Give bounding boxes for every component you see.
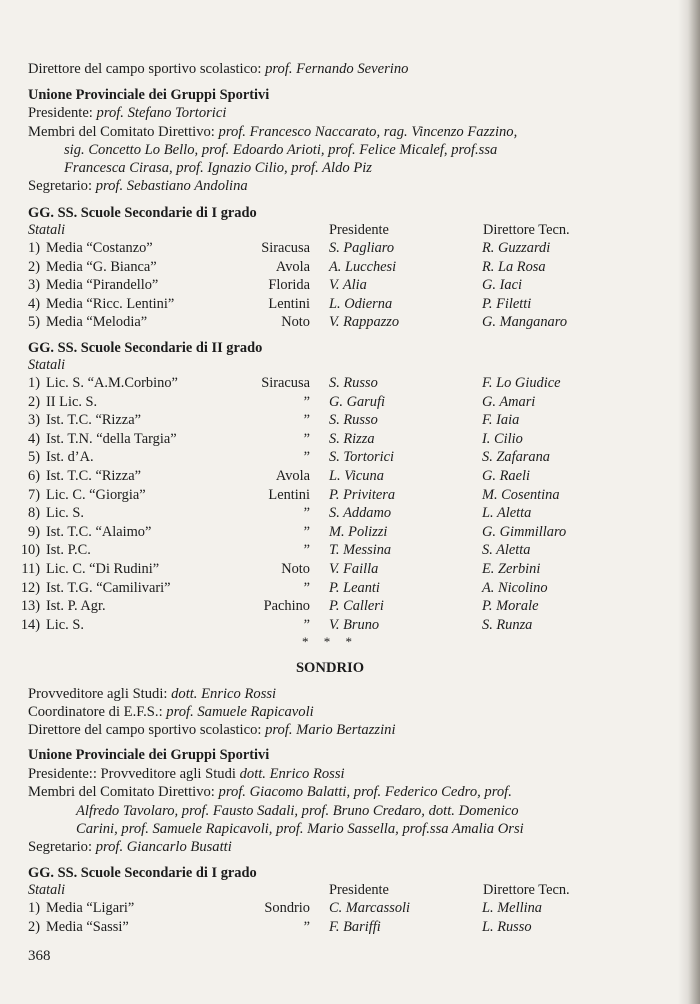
name: dott. Enrico Rossi xyxy=(171,686,277,702)
town: Noto xyxy=(281,561,310,577)
row-number: 4) xyxy=(28,430,40,447)
direttore: G. Iaci xyxy=(482,277,522,294)
town: Siracusa xyxy=(261,240,310,256)
school-name: Media “G. Bianca” xyxy=(46,258,157,275)
table2-statali: Statali xyxy=(28,357,66,373)
presidente: V. Failla xyxy=(329,561,379,577)
school-name: Ist. T.C. “Alaimo” xyxy=(46,523,152,540)
page-number: 368 xyxy=(28,948,51,964)
name: prof. Fernando Severino xyxy=(265,61,409,77)
direttore: P. Morale xyxy=(482,598,539,615)
row-number: 9) xyxy=(28,523,40,540)
table-row xyxy=(0,617,700,636)
direttore: S. Runza xyxy=(482,616,533,633)
direttore: G. Amari xyxy=(482,393,536,410)
row-number: 1) xyxy=(28,375,40,391)
presidente: M. Polizzi xyxy=(329,523,388,540)
presidente: V. Rappazzo xyxy=(329,314,400,331)
direttore-campo-line xyxy=(28,60,408,78)
school-name: II Lic. S. xyxy=(46,393,98,410)
table-row xyxy=(0,412,700,431)
school-name: Ist. T.N. “della Targia” xyxy=(46,430,177,447)
row-number: 14) xyxy=(20,616,40,633)
school-name: Lic. C. “Giorgia” xyxy=(46,486,146,503)
direttore: E. Zerbini xyxy=(482,561,541,577)
school-name: Lic. S. xyxy=(46,505,84,522)
table2-heading: GG. SS. Scuole Secondarie di II grado xyxy=(28,340,263,356)
direttore: R. Guzzardi xyxy=(482,240,551,256)
membri-line-2-1 xyxy=(28,783,512,801)
town: ” xyxy=(303,505,310,522)
school-name: Ist. T.G. “Camilivari” xyxy=(46,579,171,596)
table-row xyxy=(0,468,700,487)
row-number: 11) xyxy=(21,561,40,577)
direttore: G. Manganaro xyxy=(482,314,568,331)
names: prof. Giacomo Balatti, prof. Federico Cedro, prof. xyxy=(218,784,512,800)
segretario-line-2 xyxy=(28,838,232,856)
town: Sondrio xyxy=(264,900,310,916)
direttore: F. Iaia xyxy=(482,412,520,429)
table3-heading: GG. SS. Scuole Secondarie di I grado xyxy=(28,865,257,881)
direttore: G. Raeli xyxy=(482,468,530,484)
school-name: Media “Sassi” xyxy=(46,918,129,935)
row-number: 1) xyxy=(28,240,40,256)
row-number: 6) xyxy=(28,468,40,484)
table-row xyxy=(0,314,700,333)
town: ” xyxy=(303,393,310,410)
town: ” xyxy=(303,542,310,559)
row-number: 4) xyxy=(28,295,40,312)
school-name: Media “Melodia” xyxy=(46,314,148,331)
table1-heading: GG. SS. Scuole Secondarie di I grado xyxy=(28,205,257,221)
direttore-campo-line-2 xyxy=(28,721,396,739)
town: Florida xyxy=(268,277,310,294)
town: Avola xyxy=(275,258,310,275)
town: ” xyxy=(303,579,310,596)
label: Presidente: xyxy=(28,105,93,121)
school-name: Ist. P.C. xyxy=(46,542,91,559)
presidente: S. Pagliaro xyxy=(329,240,395,256)
direttore: L. Russo xyxy=(482,918,532,935)
table-row xyxy=(0,919,700,938)
school-name: Media “Costanzo” xyxy=(46,240,153,256)
segretario-line xyxy=(28,177,248,195)
row-number: 5) xyxy=(28,314,40,331)
school-name: Lic. S. “A.M.Corbino” xyxy=(46,375,178,391)
school-name: Media “Pirandello” xyxy=(46,277,159,294)
direttore: S. Aletta xyxy=(482,542,531,559)
table-row xyxy=(0,449,700,468)
town: ” xyxy=(303,430,310,447)
row-number: 7) xyxy=(28,486,40,503)
table-row xyxy=(0,277,700,296)
label: Direttore del campo sportivo scolastico: xyxy=(28,722,262,738)
direttore: A. Nicolino xyxy=(482,579,548,596)
table3-statali: Statali xyxy=(28,882,66,898)
presidente: L. Odierna xyxy=(329,295,393,312)
row-number: 3) xyxy=(28,277,40,294)
town: Lentini xyxy=(268,486,310,503)
col-presidente-3: Presidente xyxy=(329,882,389,898)
school-name: Ist. T.C. “Rizza” xyxy=(46,412,141,429)
name: dott. Enrico Rossi xyxy=(239,766,345,782)
table-row xyxy=(0,296,700,315)
table-row xyxy=(0,900,700,919)
town: ” xyxy=(303,523,310,540)
presidente: P. Privitera xyxy=(329,486,396,503)
name: prof. Sebastiano Andolina xyxy=(95,178,248,194)
presidente: S. Addamo xyxy=(329,505,392,522)
label: Segretario: xyxy=(28,178,93,194)
row-number: 8) xyxy=(28,505,40,522)
direttore: M. Cosentina xyxy=(482,486,560,503)
col-direttore: Direttore Tecn. xyxy=(483,222,570,238)
school-name: Media “Ligari” xyxy=(46,900,135,916)
direttore: L. Mellina xyxy=(482,900,542,916)
direttore: P. Filetti xyxy=(482,295,532,312)
direttore: L. Aletta xyxy=(482,505,532,522)
row-number: 10) xyxy=(20,542,40,559)
table-row xyxy=(0,542,700,561)
school-name: Ist. T.C. “Rizza” xyxy=(46,468,141,484)
town: ” xyxy=(303,918,310,935)
school-name: Lic. C. “Di Rudini” xyxy=(46,561,160,577)
table-row xyxy=(0,505,700,524)
provveditore-line xyxy=(28,685,276,703)
town: Avola xyxy=(275,468,310,484)
name: prof. Samuele Rapicavoli xyxy=(166,704,314,720)
presidente: V. Bruno xyxy=(329,616,380,633)
label: Direttore del campo sportivo scolastico: xyxy=(28,61,262,77)
presidente: P. Leanti xyxy=(329,579,380,596)
col-presidente: Presidente xyxy=(329,222,389,238)
name: prof. Stefano Tortorici xyxy=(96,105,227,121)
unione-heading: Unione Provinciale dei Gruppi Sportivi xyxy=(28,87,270,103)
presidente: T. Messina xyxy=(329,542,392,559)
row-number: 5) xyxy=(28,449,40,466)
town: ” xyxy=(303,616,310,633)
label: Coordinatore di E.F.S.: xyxy=(28,704,163,720)
presidente: S. Russo xyxy=(329,375,378,391)
table-row xyxy=(0,259,700,278)
presidente: P. Calleri xyxy=(329,598,384,615)
row-number: 2) xyxy=(28,918,40,935)
direttore: I. Cilio xyxy=(482,430,523,447)
town: Noto xyxy=(281,314,310,331)
school-name: Lic. S. xyxy=(46,616,84,633)
town: Lentini xyxy=(268,295,310,312)
coordinatore-line xyxy=(28,703,314,721)
school-name: Ist. d’A. xyxy=(46,449,94,466)
table-row xyxy=(0,240,700,259)
row-number: 3) xyxy=(28,412,40,429)
separator-stars: * * * xyxy=(302,634,358,649)
direttore: S. Zafarana xyxy=(482,449,550,466)
label: Presidente:: Provveditore agli Studi xyxy=(28,766,236,782)
town: Pachino xyxy=(263,598,310,615)
table-row xyxy=(0,598,700,617)
direttore: G. Gimmillaro xyxy=(482,523,567,540)
label: Membri del Comitato Direttivo: xyxy=(28,784,215,800)
membri-line-2-3: Carini, prof. Samuele Rapicavoli, prof. Mario Sassella, prof.ssa Amalia Orsi xyxy=(76,821,524,837)
membri-line-2: sig. Concetto Lo Bello, prof. Edoardo Arioti, prof. Felice Micalef, prof.ssa xyxy=(64,142,498,158)
row-number: 2) xyxy=(28,393,40,410)
presidente-line-2 xyxy=(28,765,345,783)
col-direttore-3: Direttore Tecn. xyxy=(483,882,570,898)
section-title: SONDRIO xyxy=(295,660,365,676)
name: prof. Mario Bertazzini xyxy=(265,722,396,738)
names: prof. Francesco Naccarato, rag. Vincenzo Fazzino, xyxy=(218,124,518,140)
presidente: F. Bariffi xyxy=(329,918,381,935)
membri-line-3: Francesca Cirasa, prof. Ignazio Cilio, prof. Aldo Piz xyxy=(64,160,372,176)
table-row xyxy=(0,375,700,394)
row-number: 1) xyxy=(28,900,40,916)
unione-heading-2: Unione Provinciale dei Gruppi Sportivi xyxy=(28,747,270,763)
table1-statali: Statali xyxy=(28,222,66,238)
town: Siracusa xyxy=(261,375,310,391)
row-number: 2) xyxy=(28,258,40,275)
row-number: 12) xyxy=(20,579,40,596)
table-row xyxy=(0,580,700,599)
town: ” xyxy=(303,412,310,429)
presidente: S. Rizza xyxy=(329,430,375,447)
membri-line-2-2: Alfredo Tavolaro, prof. Fausto Sadali, prof. Bruno Credaro, dott. Domenico xyxy=(76,803,519,819)
presidente-line xyxy=(28,104,226,122)
presidente: L. Vicuna xyxy=(329,468,384,484)
row-number: 13) xyxy=(20,598,40,615)
town: ” xyxy=(303,449,310,466)
label: Membri del Comitato Direttivo: xyxy=(28,124,215,140)
school-name: Ist. P. Agr. xyxy=(46,598,106,615)
presidente: V. Alia xyxy=(329,277,367,294)
table-row xyxy=(0,524,700,543)
membri-line-1 xyxy=(28,123,517,141)
presidente: S. Russo xyxy=(329,412,378,429)
table-row xyxy=(0,431,700,450)
presidente: S. Tortorici xyxy=(329,449,395,466)
label: Segretario: xyxy=(28,839,93,855)
direttore: R. La Rosa xyxy=(482,258,546,275)
label: Provveditore agli Studi: xyxy=(28,686,168,702)
name: prof. Giancarlo Busatti xyxy=(95,839,232,855)
presidente: A. Lucchesi xyxy=(329,258,397,275)
direttore: F. Lo Giudice xyxy=(482,375,561,391)
table-row xyxy=(0,487,700,506)
presidente: C. Marcassoli xyxy=(329,900,411,916)
table-row xyxy=(0,561,700,580)
school-name: Media “Ricc. Lentini” xyxy=(46,295,175,312)
table-row xyxy=(0,394,700,413)
presidente: G. Garufi xyxy=(329,393,385,410)
